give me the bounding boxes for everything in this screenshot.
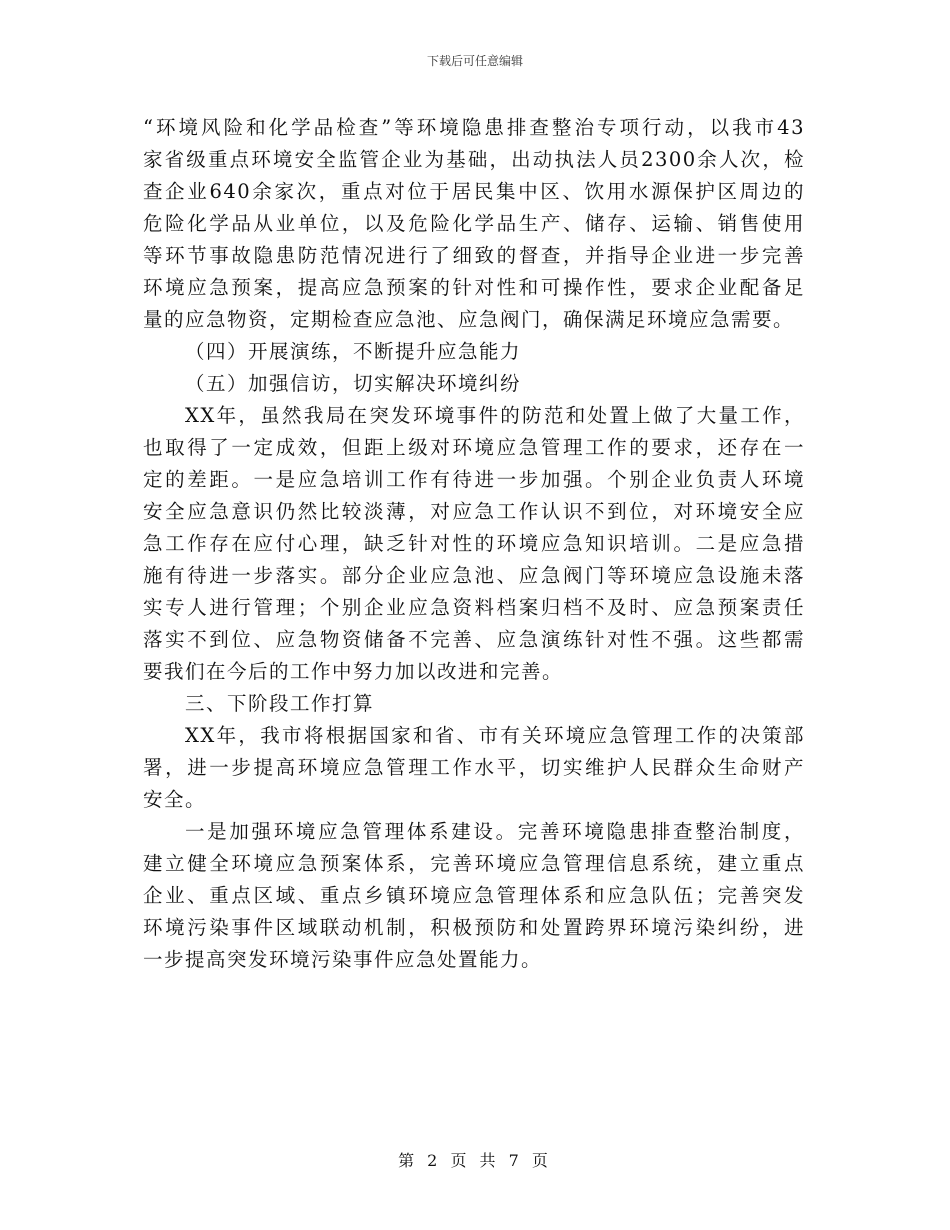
text-line: 一步提高突发环境污染事件应急处置能力。 (143, 948, 543, 971)
text-line: 查企业640余家次，重点对位于居民集中区、饮用水源保护区周边的 (143, 180, 805, 203)
text-line: 建立健全环境应急预案体系，完善环境应急管理信息系统，建立重点 (143, 852, 805, 875)
text-line: 家省级重点环境安全监管企业为基础，出动执法人员2300余人次，检 (143, 148, 805, 171)
text-line: 量的应急物资，定期检查应急池、应急阀门，确保满足环境应急需要。 (143, 308, 795, 331)
text-line: 环境应急预案，提高应急预案的针对性和可操作性，要求企业配备足 (143, 276, 805, 299)
text-line: 安全应急意识仍然比较淡薄，对应急工作认识不到位，对环境安全应 (143, 500, 805, 523)
text-line: 安全。 (143, 788, 207, 811)
text-line: 要我们在今后的工作中努力加以改进和完善。 (143, 660, 564, 683)
page-header-note: 下载后可任意编辑 (426, 54, 523, 68)
text-line: 署，进一步提高环境应急管理工作水平，切实维护人民群众生命财产 (143, 756, 805, 779)
text-line: 实专人进行管理；个别企业应急资料档案归档不及时、应急预案责任 (143, 596, 805, 619)
document-body (143, 112, 805, 976)
text-line: 企业、重点区域、重点乡镇环境应急管理体系和应急队伍；完善突发 (143, 884, 805, 907)
text-line: 环境污染事件区域联动机制，积极预防和处置跨界环境污染纠纷，进 (143, 916, 805, 939)
text-line: XX年，虽然我局在突发环境事件的防范和处置上做了大量工作， (185, 404, 805, 427)
text-line: 定的差距。一是应急培训工作有待进一步加强。个别企业负责人环境 (143, 468, 805, 491)
text-line: 也取得了一定成效，但距上级对环境应急管理工作的要求，还存在一 (143, 436, 805, 459)
text-line: （五）加强信访，切实解决环境纠纷 (185, 372, 522, 395)
text-line: “环境风险和化学品检查”等环境隐患排查整治专项行动，以我市43 (143, 116, 805, 139)
page-footer: 第 2 页 共 7 页 (398, 1151, 552, 1170)
text-line: 危险化学品从业单位，以及危险化学品生产、储存、运输、销售使用 (143, 212, 805, 235)
text-line: （四）开展演练，不断提升应急能力 (185, 340, 522, 363)
text-line: 三、下阶段工作打算 (185, 692, 375, 715)
text-line: 急工作存在应付心理，缺乏针对性的环境应急知识培训。二是应急措 (143, 532, 805, 555)
text-line: 施有待进一步落实。部分企业应急池、应急阀门等环境应急设施未落 (143, 564, 805, 587)
text-line: 等环节事故隐患防范情况进行了细致的督查，并指导企业进一步完善 (143, 244, 805, 267)
text-line: XX年，我市将根据国家和省、市有关环境应急管理工作的决策部 (185, 724, 805, 747)
text-line: 落实不到位、应急物资储备不完善、应急演练针对性不强。这些都需 (143, 628, 805, 651)
text-line: 一是加强环境应急管理体系建设。完善环境隐患排查整治制度， (185, 820, 805, 843)
